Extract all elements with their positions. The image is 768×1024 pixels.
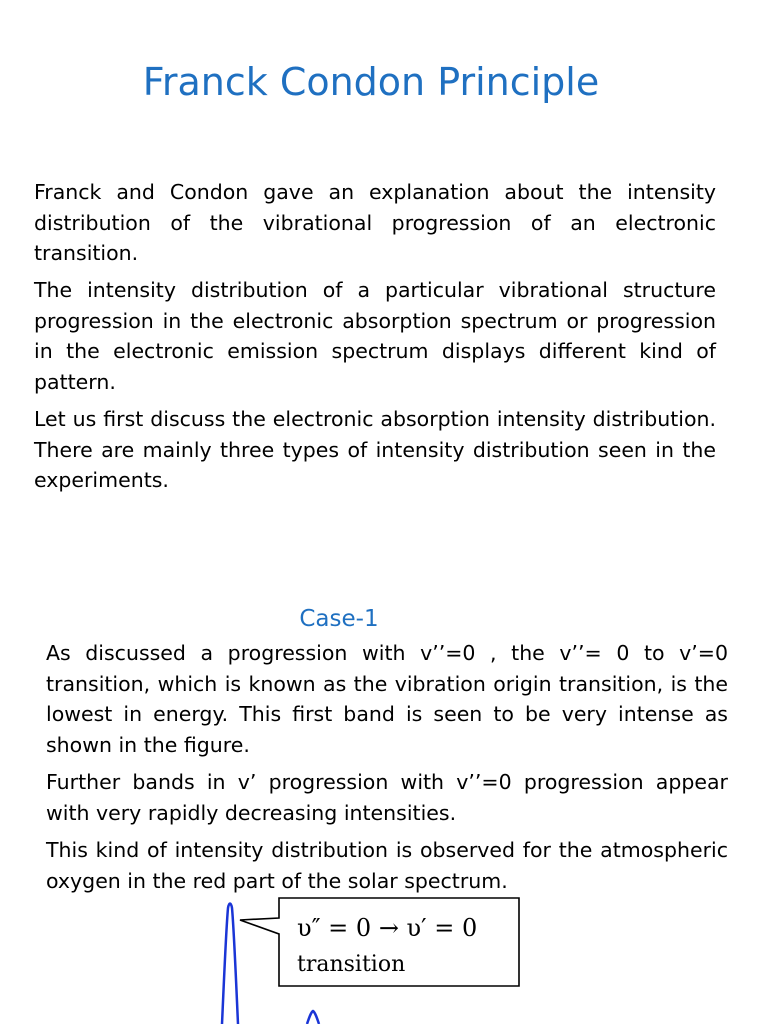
page-title: Franck Condon Principle xyxy=(142,60,600,104)
callout-equation: υ″ = 0 → υ′ = 0 xyxy=(297,914,478,942)
intro-paragraph-3: Let us first discuss the electronic absorption intensity distribution. There are mainly three types of intensity distribution seen in the experiments. xyxy=(34,407,716,492)
intro-paragraph-2: The intensity distribution of a particular vibrational structure progression in the electronic absorption spectrum or progression in the electronic emission spectrum displays different kind of pattern. xyxy=(34,278,716,394)
spectrum-figure xyxy=(0,890,768,1024)
case-1-paragraph-1: As discussed a progression with v’’=0 , the v’’= 0 to v’=0 transition, which is known as the vibration origin transition, is the lowest in energy. This first band is seen to be very intense as shown in the figure. xyxy=(46,641,728,757)
case-1-heading: Case-1 xyxy=(299,606,379,632)
intro-paragraph-1: Franck and Condon gave an explanation about the intensity distribution of the vibrational progression of an electronic transition. xyxy=(34,180,716,265)
origin-band-peak xyxy=(222,904,238,1024)
second-band-peak xyxy=(307,1011,319,1024)
case-1-paragraph-3: This kind of intensity distribution is observed for the atmospheric oxygen in the red part of the solar spectrum. xyxy=(46,838,728,893)
case-1-paragraph-2: Further bands in v’ progression with v’’=0 progression appear with very rapidly decreasing intensities. xyxy=(46,770,728,825)
callout-label: transition xyxy=(297,952,406,977)
